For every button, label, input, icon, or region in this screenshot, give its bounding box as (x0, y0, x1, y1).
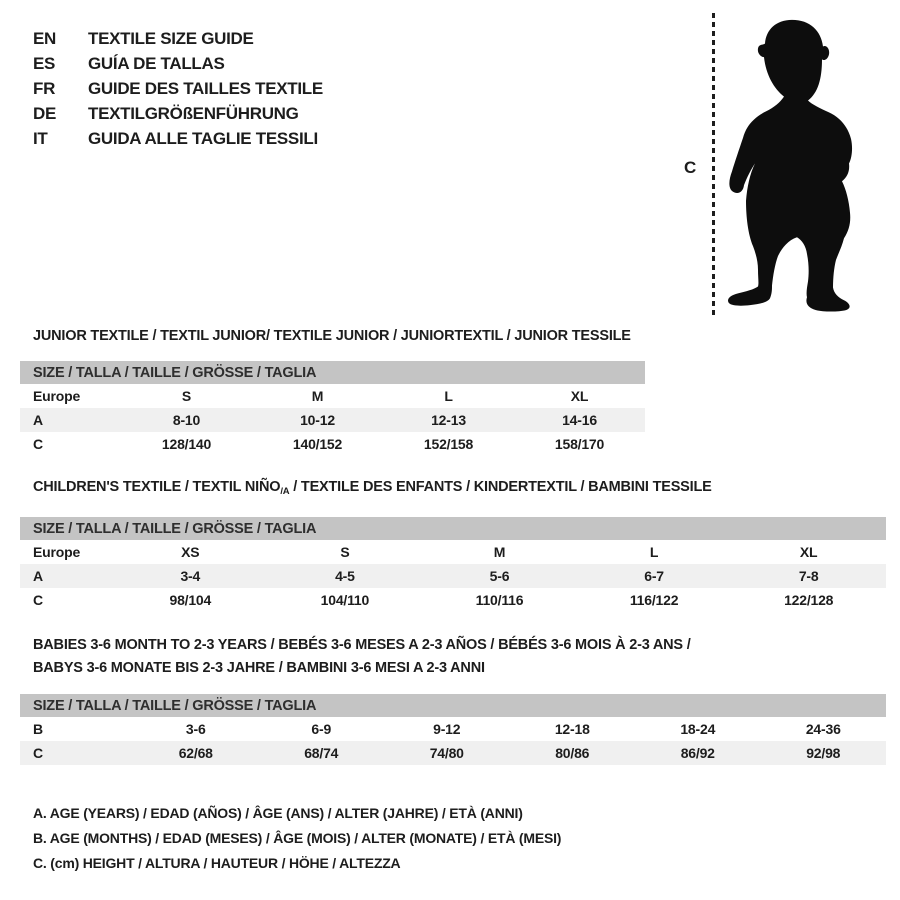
table-row-c (20, 432, 645, 456)
language-label: TEXTILE SIZE GUIDE (88, 28, 254, 48)
language-code: DE (33, 103, 57, 123)
language-label: GUIDE DES TAILLES TEXTILE (88, 78, 323, 98)
size-header-text: SIZE / TALLA / TAILLE / GRÖSSE / TAGLIA (33, 697, 317, 714)
height-c-label: C (684, 158, 697, 177)
table-cell: 122/128 (784, 592, 834, 608)
language-row-es (33, 51, 323, 76)
table-cell: 8-10 (172, 412, 201, 428)
row-label: Europe (33, 544, 81, 560)
language-code: IT (33, 128, 48, 148)
table-row-b (20, 717, 886, 741)
table-cell: M (493, 544, 506, 560)
children-title-post: / TEXTILE DES ENFANTS / KINDERTEXTIL / BAMBINI TESSILE (289, 479, 712, 495)
height-figure (660, 0, 900, 330)
table-cell: XS (181, 544, 200, 560)
table-cell: 4-5 (335, 568, 355, 584)
table-cell: 110/116 (475, 592, 524, 608)
legend-line-a: A. AGE (YEARS) / EDAD (AÑOS) / ÂGE (ANS) / ALTER (JAHRE) / ETÀ (ANNI) (33, 805, 523, 821)
language-label: GUIDA ALLE TAGLIE TESSILI (88, 128, 318, 148)
row-label: A (33, 568, 43, 584)
size-header-bar (20, 361, 645, 384)
language-row-de (33, 101, 323, 126)
measurement-legend (33, 801, 561, 876)
table-row-a (20, 564, 886, 588)
legend-line-b: B. AGE (MONTHS) / EDAD (MESES) / ÂGE (MOIS) / ALTER (MONATE) / ETÀ (MESI) (33, 830, 562, 846)
table-cell: 24-36 (805, 721, 841, 737)
row-label: C (33, 745, 43, 761)
table-cell: L (649, 544, 659, 560)
table-cell: 6-9 (311, 721, 332, 737)
table-cell: 14-16 (562, 412, 597, 428)
table-cell: 86/92 (680, 745, 715, 761)
table-cell: 92/98 (806, 745, 841, 761)
table-cell: M (311, 388, 324, 404)
table-row-c (20, 588, 886, 612)
babies-table-title (33, 634, 691, 680)
table-cell: 152/158 (423, 436, 474, 452)
table-cell: S (181, 388, 192, 404)
table-cell: 116/122 (629, 592, 679, 608)
table-cell: L (444, 388, 453, 404)
language-label: TEXTILGRÖßENFÜHRUNG (88, 103, 299, 123)
language-code: ES (33, 53, 56, 73)
children-title-pre: CHILDREN'S TEXTILE / TEXTIL NIÑO (33, 479, 281, 495)
row-label: C (33, 436, 43, 452)
table-cell: 9-12 (433, 721, 461, 737)
language-label: GUÍA DE TALLAS (88, 53, 225, 73)
children-title-subscript: /A (280, 486, 290, 497)
table-cell: 74/80 (429, 745, 464, 761)
language-code: EN (33, 28, 57, 48)
height-dotted-line-icon (712, 13, 715, 318)
junior-table-title: JUNIOR TEXTILE / TEXTIL JUNIOR/ TEXTILE JUNIOR / JUNIORTEXTIL / JUNIOR TESSILE (33, 328, 631, 344)
table-cell: 7-8 (798, 568, 819, 584)
legend-line-c: C. (cm) HEIGHT / ALTURA / HAUTEUR / HÖHE / ALTEZZA (33, 855, 401, 871)
table-cell: 12-13 (431, 412, 466, 428)
table-cell: 10-12 (300, 412, 335, 428)
row-label: A (33, 412, 43, 428)
children-table-title (33, 479, 712, 497)
table-cell: 128/140 (161, 436, 212, 452)
table-cell: 3-6 (185, 721, 206, 737)
size-header-bar (20, 517, 886, 540)
table-cell: 80/86 (555, 745, 590, 761)
row-label: C (33, 592, 43, 608)
children-table (20, 517, 886, 612)
table-row-europe (20, 384, 645, 408)
table-row-c (20, 741, 886, 765)
table-cell: 104/110 (320, 592, 370, 608)
babies-table (20, 694, 886, 765)
table-row-a (20, 408, 645, 432)
table-cell: XL (799, 544, 818, 560)
language-row-en (33, 26, 323, 51)
size-header-text: SIZE / TALLA / TAILLE / GRÖSSE / TAGLIA (33, 520, 317, 537)
row-label: Europe (33, 388, 81, 404)
table-cell: 140/152 (292, 436, 343, 452)
language-list (33, 26, 323, 151)
table-cell: 3-4 (180, 568, 201, 584)
size-header-bar (20, 694, 886, 717)
table-row-europe (20, 540, 886, 564)
babies-title-line1: BABIES 3-6 MONTH TO 2-3 YEARS / BEBÉS 3-6 MESES A 2-3 AÑOS / BÉBÉS 3-6 MOIS À 2-3 ANS / (33, 637, 691, 653)
table-cell: 6-7 (644, 568, 664, 584)
size-header-text: SIZE / TALLA / TAILLE / GRÖSSE / TAGLIA (33, 364, 317, 381)
table-cell: 5-6 (489, 568, 510, 584)
table-cell: S (340, 544, 350, 560)
table-cell: 68/74 (304, 745, 339, 761)
language-code: FR (33, 78, 56, 98)
table-cell: 18-24 (680, 721, 716, 737)
language-row-fr (33, 76, 323, 101)
table-cell: 12-18 (554, 721, 590, 737)
language-row-it (33, 126, 323, 151)
table-cell: 158/170 (554, 436, 605, 452)
row-label: B (33, 721, 43, 737)
junior-table (20, 361, 645, 456)
toddler-silhouette-icon (722, 14, 862, 314)
table-cell: 62/68 (178, 745, 213, 761)
table-cell: XL (570, 388, 589, 404)
table-cell: 98/104 (169, 592, 212, 608)
babies-title-line2: BABYS 3-6 MONATE BIS 2-3 JAHRE / BAMBINI 3-6 MESI A 2-3 ANNI (33, 660, 485, 676)
